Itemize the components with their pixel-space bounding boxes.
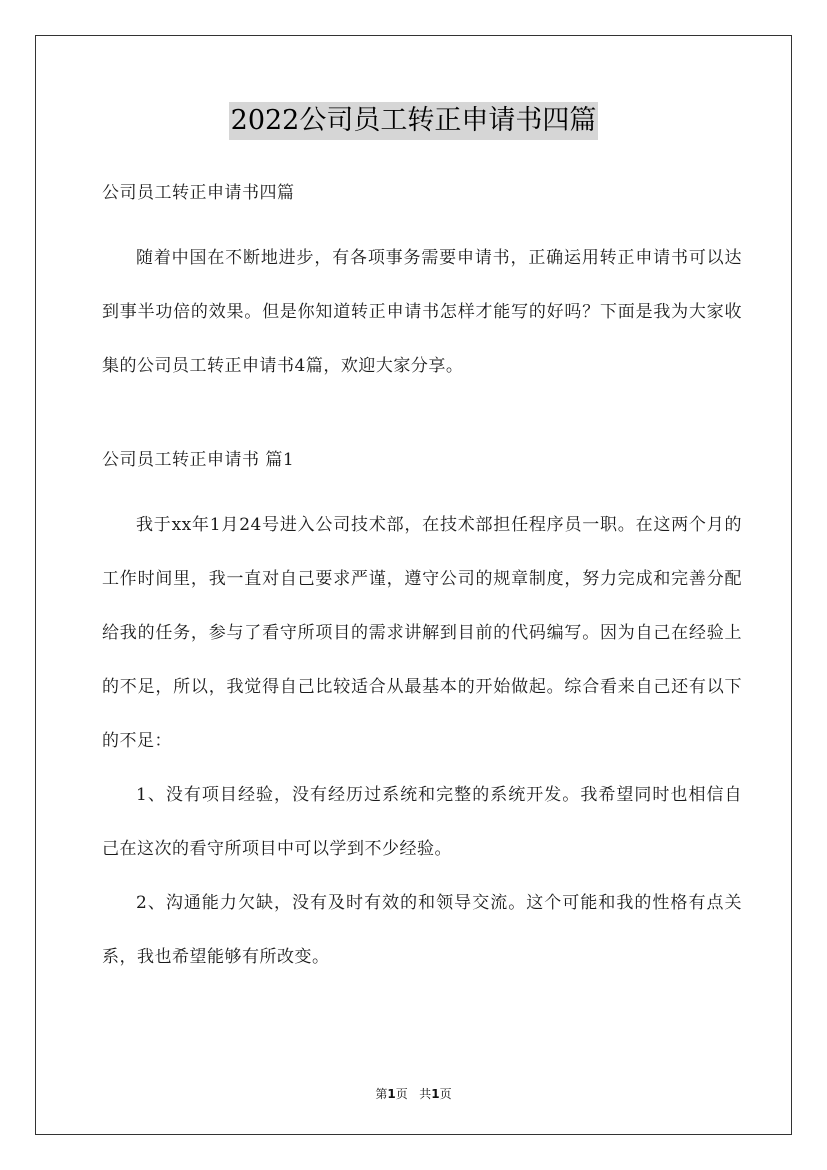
body-paragraph-1: 我于xx年1月24号进入公司技术部，在技术部担任程序员一职。在这两个月的工作时间里，我一直对自己要求严谨，遵守公司的规章制度，努力完成和完善分配给我的任务，参与了看守所项目的需求讲解到目前的代码编写。因为自己在经验上的不足，所以，我觉得自己比较适合从最基本的开始做起。综合看来自己还有以下的不足： [102,515,742,751]
title-container [0,102,827,140]
intro-paragraph: 随着中国在不断地进步，有各项事务需要申请书，正确运用转正申请书可以达到事半功倍的效果。但是你知道转正申请书怎样才能写的好吗？下面是我为大家收集的公司员工转正申请书4篇，欢迎大家分享。 [102,248,742,376]
footer-page-number: 1 [387,1087,396,1101]
document-subtitle: 公司员工转正申请书四篇 [102,183,295,203]
section-heading: 公司员工转正申请书 篇1 [102,450,295,470]
page-footer [0,1085,827,1102]
footer-total-prefix: 共 [419,1087,432,1101]
footer-total-pages: 1 [431,1087,440,1101]
section-spacer [102,393,742,445]
footer-total-suffix: 页 [439,1087,452,1101]
body-paragraph-3: 2、沟通能力欠缺，没有及时有效的和领导交流。这个可能和我的性格有点关系，我也希望能够有所改变。 [102,893,742,967]
footer-page-prefix: 第 [375,1087,388,1101]
document-title: 2022公司员工转正申请书四篇 [229,102,599,140]
document-body [102,178,742,984]
footer-page-suffix: 页 [395,1087,408,1101]
body-paragraph-2: 1、没有项目经验，没有经历过系统和完整的系统开发。我希望同时也相信自己在这次的看守所项目中可以学到不少经验。 [102,785,742,859]
